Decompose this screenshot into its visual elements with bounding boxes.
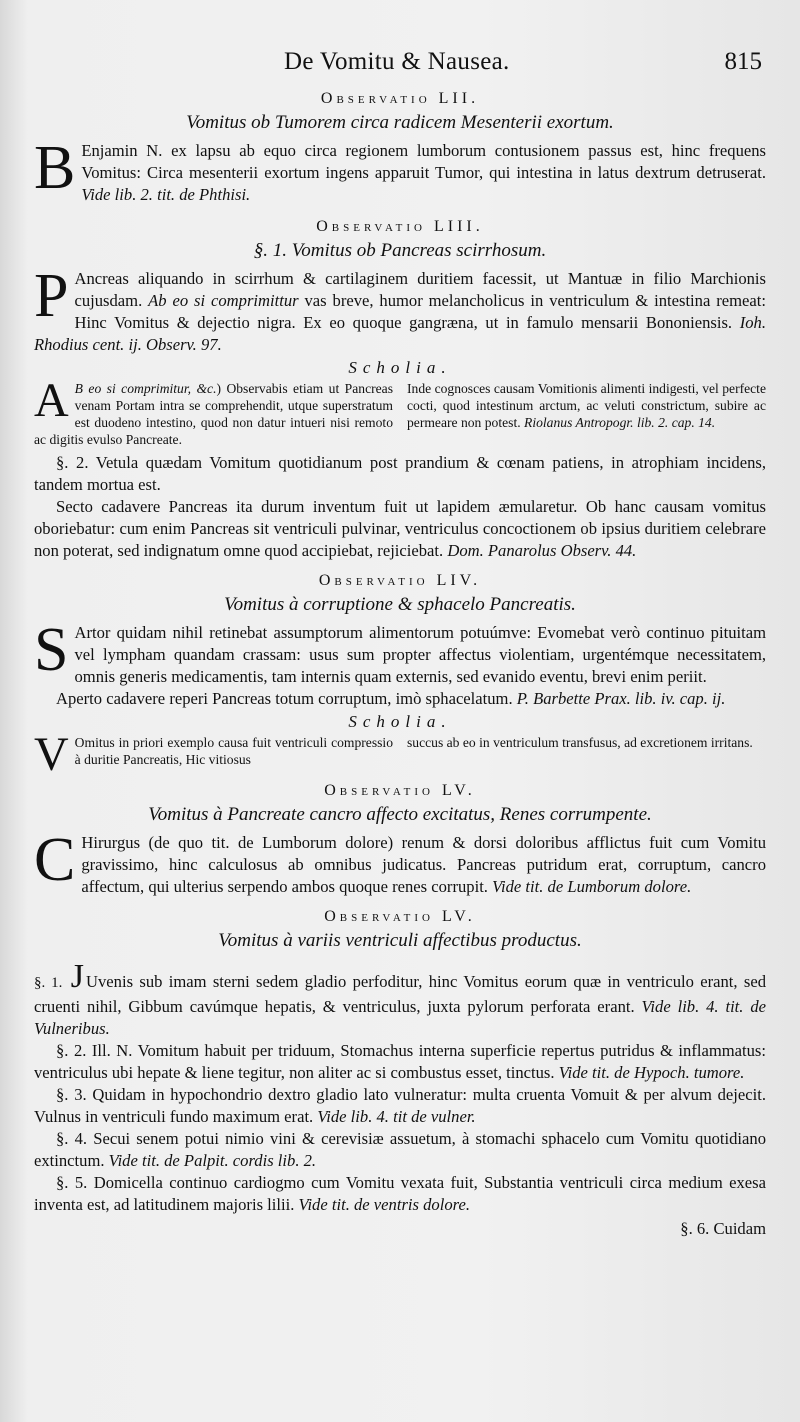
observation-text [34,958,766,1040]
reference: Vide lib. 4. tit. de Vulneribus. [34,997,766,1038]
paragraph [34,496,766,562]
body-text: vas breve, humor melancholicus in ventriculum & intestina remeat: Hinc Vomitus & dejectio nigra. Ex eo quoque gangræna, ut in famulo mensarii Bononiensis. [74,291,766,332]
paragraph [34,1084,766,1128]
drop-cap: P [34,262,69,330]
reference: Riolanus Antropogr. lib. 2. cap. 14. [524,415,716,430]
drop-cap: C [34,826,76,894]
body-text: Omitus in priori exemplo causa fuit ventriculi compressio à duritie Pancreatis, Hic vitiosus [74,735,393,767]
observation-text [34,262,766,356]
section-mark: §. 1. [34,975,63,991]
reference: Dom. Panarolus Observ. 44. [447,541,637,560]
body-text: Aperto cadavere reperi Pancreas totum corruptum, imò sphacelatum. [56,689,513,708]
observation-heading: Observatio LIV. [318,572,482,589]
inline-italic: Ab eo si comprimittur [148,291,299,310]
paragraph [34,1172,766,1216]
observation-heading: Observatio LV. [324,908,476,925]
catchword: §. 6. Cuidam [680,1219,766,1238]
scholia-block [34,374,766,448]
observation-text [34,616,766,688]
scholia-left-column [34,374,393,448]
body-text: Inde cognosces causam Vomitionis alimenti indigesti, vel perfecte cocti, quod intestinum arctum, ac veluti constrictum, subire ac permeare non potest. [407,381,766,430]
paragraph [34,688,766,710]
drop-cap: S [34,616,69,684]
drop-cap: B [34,134,76,202]
paragraph: §. 2. Vetula quædam Vomitum quotidianum post prandium & cœnam patiens, in atrophiam incidens, tandem mortua est. [34,453,766,494]
reference: Ioh. Rhodius cent. ij. Observ. 97. [34,313,766,354]
body-text: §. 5. Domicella continuo cardiogmo cum Vomitu vexata fuit, Substantia ventriculi circa medium exesa inventa est, ad latitudinem majoris lilii. [34,1173,766,1214]
reference: Vide lib. 4. tit de vulner. [317,1107,476,1126]
reference: Vide tit. de ventris dolore. [298,1195,470,1214]
scholia-right-column [407,380,766,448]
observation-subtitle: §. 1. Vomitus ob Pancreas scirrhosum. [253,240,547,261]
scholia-heading: Scholia. [348,712,452,731]
page-number: 815 [724,48,762,75]
reference: Vide tit. de Hypoch. tumore. [558,1063,745,1082]
observation-subtitle: Vomitus ob Tumorem circa radicem Mesenterii exortum. [186,112,614,133]
body-text: §. 3. Quidam in hypochondrio dextro gladio lato vulneratur: multa cruenta Vomuit & per alvum dejecit. Vulnus in ventriculi fundo maximum erat. [34,1085,766,1126]
drop-cap: V [34,728,69,781]
observation-heading: Observatio LII. [320,90,480,107]
body-text: Artor quidam nihil retinebat assumptorum alimentorum potuúmve: Evomebat verò continuo pituitam vel lympham quandam crassam: usus sum propter affectus violentiam, urgentémque necessitatem, omnis generis medicamentis, tam internis quam externis, sed evanido eventu, brevi enim periit. [74,623,766,686]
observation-subtitle: Vomitus à corruptione & sphacelo Pancreatis. [224,594,576,615]
body-text: ) Observabis etiam ut Pancreas venam Portam intra se comprehendit, utque superstratum est duodeno intestino, quod non datur intueri nisi remoto ac digitis evulso Pancreate. [34,381,393,447]
paragraph [34,1128,766,1172]
body-text: Uvenis sub imam sterni sedem gladio perfoditur, hinc Vomitus eorum quæ in ventriculo erant, sed cruenti nihil, Gibbum cavúmque hepatis, & ventriculus, juxta pylorum perforata erant. [34,972,767,1016]
observation-text [34,826,766,898]
body-text: Ancreas aliquando in scirrhum & cartilaginem duritiem facessit, ut Mantuæ in filio Marchionis cujusdam. [74,269,766,310]
body-text: Secto cadavere Pancreas ita durum inventum fuit ut lapidem æmularetur. Ob hanc causam vomitus oboriebatur: cum enim Pancreas sit ventriculi pulvinar, ventriculus concoctionem ob ipsius duritiem celebrare non poterat, sed indignatum omne quod accipiebat, rejiciebat. [34,497,766,560]
reference: Vide lib. 2. tit. de Phthisi. [81,185,251,204]
scholia-block [34,728,766,781]
body-text: Enjamin N. ex lapsu ab equo circa regionem lumborum contusionem passus est, hinc frequens Vomitus: Circa mesenterii exortum ingens apparuit Tumor, qui intestina in latus dextrum detruserat. [81,141,766,182]
drop-cap: A [34,374,69,427]
page-header [34,44,766,84]
body-text: Hirurgus (de quo tit. de Lumborum dolore) renum & dorsi doloribus afflictus fuit cum Vomitu gravissimo, hinc calculosus ab omnibus judicatus. Pancreas putridum erat, corruptum, cancro affectum, qui ulterius serpendo ambos quoque renes corrupit. [81,833,766,896]
scholia-right-column [407,734,766,770]
observation-subtitle: Vomitus à Pancreate cancro affecto excitatus, Renes corrumpente. [148,804,652,825]
observation-text [34,134,766,206]
drop-cap: J [70,958,85,995]
observation-heading: Observatio LV. [324,782,476,799]
inline-italic: B eo si comprimitur, &c. [74,381,217,396]
running-head: De Vomitu & Nausea. [284,48,510,75]
reference: P. Barbette Prax. lib. iv. cap. ij. [516,689,726,708]
scholia-left-column [34,728,393,781]
body-text: succus ab eo in ventriculum transfusus, ad excretionem irritans. [407,735,753,750]
scholia-heading: Scholia. [348,358,452,377]
observation-subtitle: Vomitus à variis ventriculi affectibus productus. [218,930,582,951]
body-text: §. 4. Secui senem potui nimio vini & cerevisiæ assuetum, à stomachi sphacelo cum Vomitu quotidiano extinctum. [34,1129,766,1170]
paragraph [34,1040,766,1084]
reference: Vide tit. de Lumborum dolore. [492,877,692,896]
observation-heading: Observatio LIII. [316,218,484,235]
body-text: §. 2. Ill. N. Vomitum habuit per triduum, Stomachus interna superficie repertus putridus & inflammatus: ventriculus ubi hepate & liene tegitur, non aliter ac si combustus esset, tinctus. [34,1041,766,1082]
reference: Vide tit. de Palpit. cordis lib. 2. [108,1151,317,1170]
